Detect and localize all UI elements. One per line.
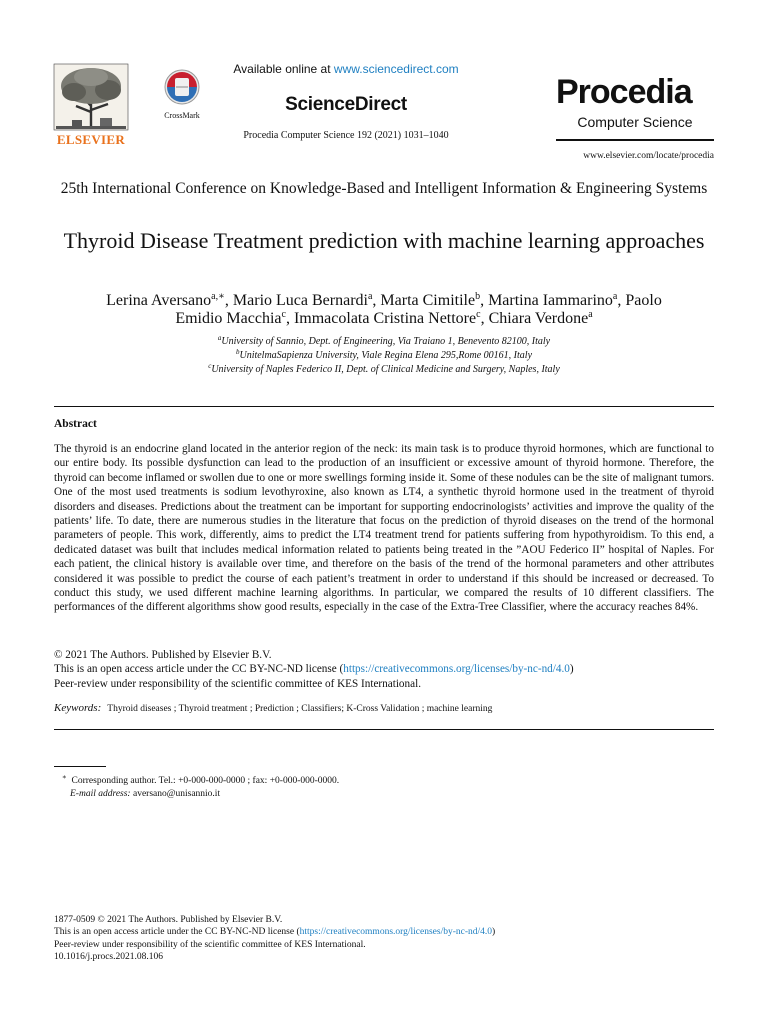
abstract-heading: Abstract: [54, 418, 97, 430]
affiliation-item: [54, 335, 714, 349]
corresponding-author-note: [62, 771, 702, 788]
footer-license-suffix: ): [492, 927, 496, 938]
author-separator: ,: [617, 292, 626, 309]
affiliation-mark: a: [217, 334, 222, 342]
affiliation-mark: b: [235, 348, 240, 356]
footnote: [62, 771, 702, 801]
affiliation-mark: c: [208, 362, 212, 370]
peer-review-line: Peer-review under responsibility of the scientific committee of KES International.: [54, 677, 421, 690]
author-separator: ,: [480, 292, 489, 309]
author-line-2: [54, 310, 714, 328]
email-line: [62, 788, 702, 801]
author-name: Mario Luca Bernardi: [232, 292, 368, 309]
author-affiliation-mark: a,∗: [211, 291, 225, 302]
author-affiliation-mark: a: [588, 309, 593, 320]
author-name: Lerina Aversano: [106, 292, 212, 309]
author-separator: ,: [372, 292, 381, 309]
email-address[interactable]: aversano@unisannio.it: [132, 789, 221, 800]
paper-title: Thyroid Disease Treatment prediction with machine learning approaches: [63, 228, 705, 253]
available-online-line: [222, 62, 470, 76]
author-affiliation-mark: b: [475, 291, 481, 302]
license-suffix: ): [569, 663, 574, 676]
author-separator: ,: [224, 292, 233, 309]
crossmark-badge[interactable]: [158, 68, 206, 118]
footnote-mark: ∗: [62, 773, 67, 781]
footer-license-link[interactable]: https://creativecommons.org/licenses/by-nc-nd/4.0: [299, 927, 493, 938]
procedia-logo: Procedia: [556, 73, 692, 111]
copyright-line: © 2021 The Authors. Published by Elsevier B.V.: [54, 649, 272, 661]
footer-license-line: [54, 926, 714, 938]
footnote-rule: [54, 766, 106, 767]
author-line-1: [54, 292, 714, 310]
affiliation-text: University of Naples Federico II, Dept. of Clinical Medicine and Surgery, Naples, Italy: [211, 364, 560, 375]
keywords-label: Keywords:: [54, 702, 102, 714]
author-separator: ,: [285, 310, 294, 327]
procedia-subtitle: Computer Science: [577, 114, 693, 130]
elsevier-wordmark: ELSEVIER: [56, 132, 126, 147]
affiliation-item: [54, 363, 714, 377]
divider-top: [54, 406, 714, 407]
abstract-text: The thyroid is an endocrine gland located in the anterior region of the neck: its main task is to produce thyroid hormones, which are functional to our entire body. Its possible dysfunction can lead to the production of an insufficient or excessive amount of thyroid hormone. Therefore, the thyroid can become inflamed or swollen due to one or more swellings forming inside it. Some of these nodules can be the site of malignant tumors. One of the most used treatments is sodium levothyroxine, also known as LT4, a synthetic thyroid hormone used in the treatment of thyroid disorders and diseases. Predictions about the treatment can be important for supporting endocrinologists’ activities and improve the quality of the patients’ life. To date, there are numerous studies in the literature that focus on the prediction of thyroid diseases on the trend of the hormonal parameters of people. This work, differently, aims to predict the LT4 treatment trend for patients suffering from hypothyroidism. To this end, a dedicated dataset was built that includes medical information related to patients being treated in the ”AOU Federico II” hospital of Naples. For each patient, the clinical history is available over time, and therefore on the basis of the trend of the hormonal parameters and other attributes considered it was possible to predict the course of each patient’s treatment in order to understand if this should be increased or decreased. To conduct this study, we used different machine learning algorithms. In particular, we compared the results of 10 different classifiers. The performances of the different algorithms show good results, especially in the case of the Extra-Tree Classifier, where the accuracy reaches 84%.: [54, 443, 714, 614]
author-name: Paolo: [625, 292, 662, 309]
doi-line[interactable]: 10.1016/j.procs.2021.08.106: [54, 952, 163, 963]
procedia-underline: [556, 139, 714, 141]
issn-line: 1877-0509 © 2021 The Authors. Published by Elsevier B.V.: [54, 915, 283, 925]
affiliation-item: [54, 349, 714, 363]
author-name: Marta Cimitile: [380, 292, 476, 309]
license-line: [54, 662, 714, 676]
footer-peer-review: Peer-review under responsibility of the scientific committee of KES International.: [54, 939, 366, 950]
author-name: Martina Iammarino: [488, 292, 613, 309]
license-link[interactable]: https://creativecommons.org/licenses/by-nc-nd/4.0: [343, 663, 570, 676]
license-prefix: This is an open access article under the CC BY-NC-ND license (: [54, 663, 344, 676]
affiliation-list: [54, 335, 714, 377]
affiliation-text: UnitelmaSapienza University, Viale Regina Elena 295,Rome 00161, Italy: [239, 350, 533, 361]
author-affiliation-mark: a: [612, 291, 618, 302]
author-name: Immacolata Cristina Nettore: [293, 310, 477, 327]
author-affiliation-mark: a: [367, 291, 373, 302]
corresponding-author-text: Corresponding author. Tel.: +0-000-000-0000 ; fax: +0-000-000-0000.: [71, 776, 340, 787]
keywords-line: [54, 702, 714, 714]
author-name: Chiara Verdone: [488, 310, 589, 327]
sciencedirect-title: ScienceDirect: [285, 94, 407, 115]
crossmark-label: CrossMark: [164, 111, 200, 120]
affiliation-text: University of Sannio, Dept. of Engineering, Via Traiano 1, Benevento 82100, Italy: [221, 336, 551, 347]
divider-bottom: [54, 729, 714, 730]
sciencedirect-link[interactable]: www.sciencedirect.com: [333, 62, 459, 76]
conference-name: 25th International Conference on Knowledge-Based and Intelligent Information & Engineering Systems: [60, 180, 708, 197]
author-affiliation-mark: c: [281, 309, 286, 320]
author-name: Emidio Macchia: [175, 310, 282, 327]
author-list: [54, 292, 714, 328]
keywords-values: Thyroid diseases ; Thyroid treatment ; Prediction ; Classifiers; K-Cross Validation ; machine learning: [107, 704, 493, 714]
author-affiliation-mark: c: [476, 309, 481, 320]
copyright-block: [54, 648, 714, 691]
page-footer: [54, 914, 714, 964]
footer-license-prefix: This is an open access article under the CC BY-NC-ND license (: [54, 927, 300, 938]
email-label: E-mail address:: [70, 789, 131, 800]
journal-url[interactable]: www.elsevier.com/locate/procedia: [583, 151, 714, 161]
crossmark-icon: [158, 68, 206, 106]
available-online-prefix: Available online at: [233, 62, 334, 76]
journal-reference: Procedia Computer Science 192 (2021) 1031–1040: [243, 130, 449, 141]
author-separator: ,: [480, 310, 489, 327]
